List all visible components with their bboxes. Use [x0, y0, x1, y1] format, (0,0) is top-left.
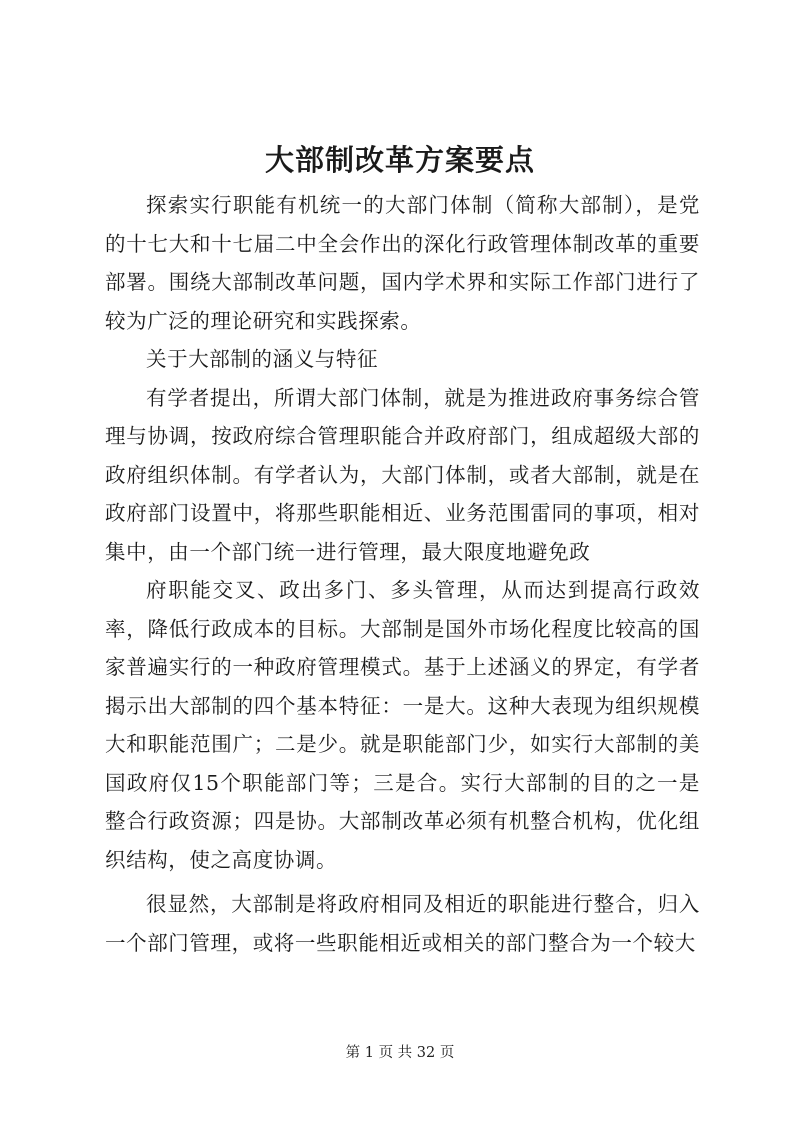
- paragraph-features: 府职能交叉、政出多门、多头管理，从而达到提高行政效率，降低行政成本的目标。大部制是国外市场化程度比较高的国家普遍实行的一种政府管理模式。基于上述涵义的界定，有学者揭示出大部制的四个基本特征：一是大。这种大表现为组织规模大和职能范围广；二是少。就是职能部门少，如实行大部制的美国政府仅15个职能部门等；三是合。实行大部制的目的之一是整合行政资源；四是协。大部制改革必须有机整合机构，优化组织结构，使之高度协调。: [105, 578, 700, 872]
- paragraph-summary: 很显然，大部制是将政府相同及相近的职能进行整合，归入一个部门管理，或将一些职能相近或相关的部门整合为一个较大: [105, 892, 700, 955]
- document-body: [105, 186, 700, 962]
- section-heading: 关于大部制的涵义与特征: [146, 347, 379, 371]
- paragraph-definition: 有学者提出，所谓大部门体制，就是为推进政府事务综合管理与协调，按政府综合管理职能合并政府部门，组成超级大部的政府组织体制。有学者认为，大部门体制，或者大部制，就是在政府部门设置中，将那些职能相近、业务范围雷同的事项，相对集中，由一个部门统一进行管理，最大限度地避免政: [105, 385, 700, 564]
- paragraph-intro: 探索实行职能有机统一的大部门体制（简称大部制），是党的十七大和十七届二中全会作出的深化行政管理体制改革的重要部署。围绕大部制改革问题，国内学术界和实际工作部门进行了较为广泛的理论研究和实践探索。: [105, 193, 700, 333]
- page-number-footer: 第 1 页 共 32 页: [345, 1045, 455, 1061]
- document-title: 大部制改革方案要点: [264, 143, 535, 177]
